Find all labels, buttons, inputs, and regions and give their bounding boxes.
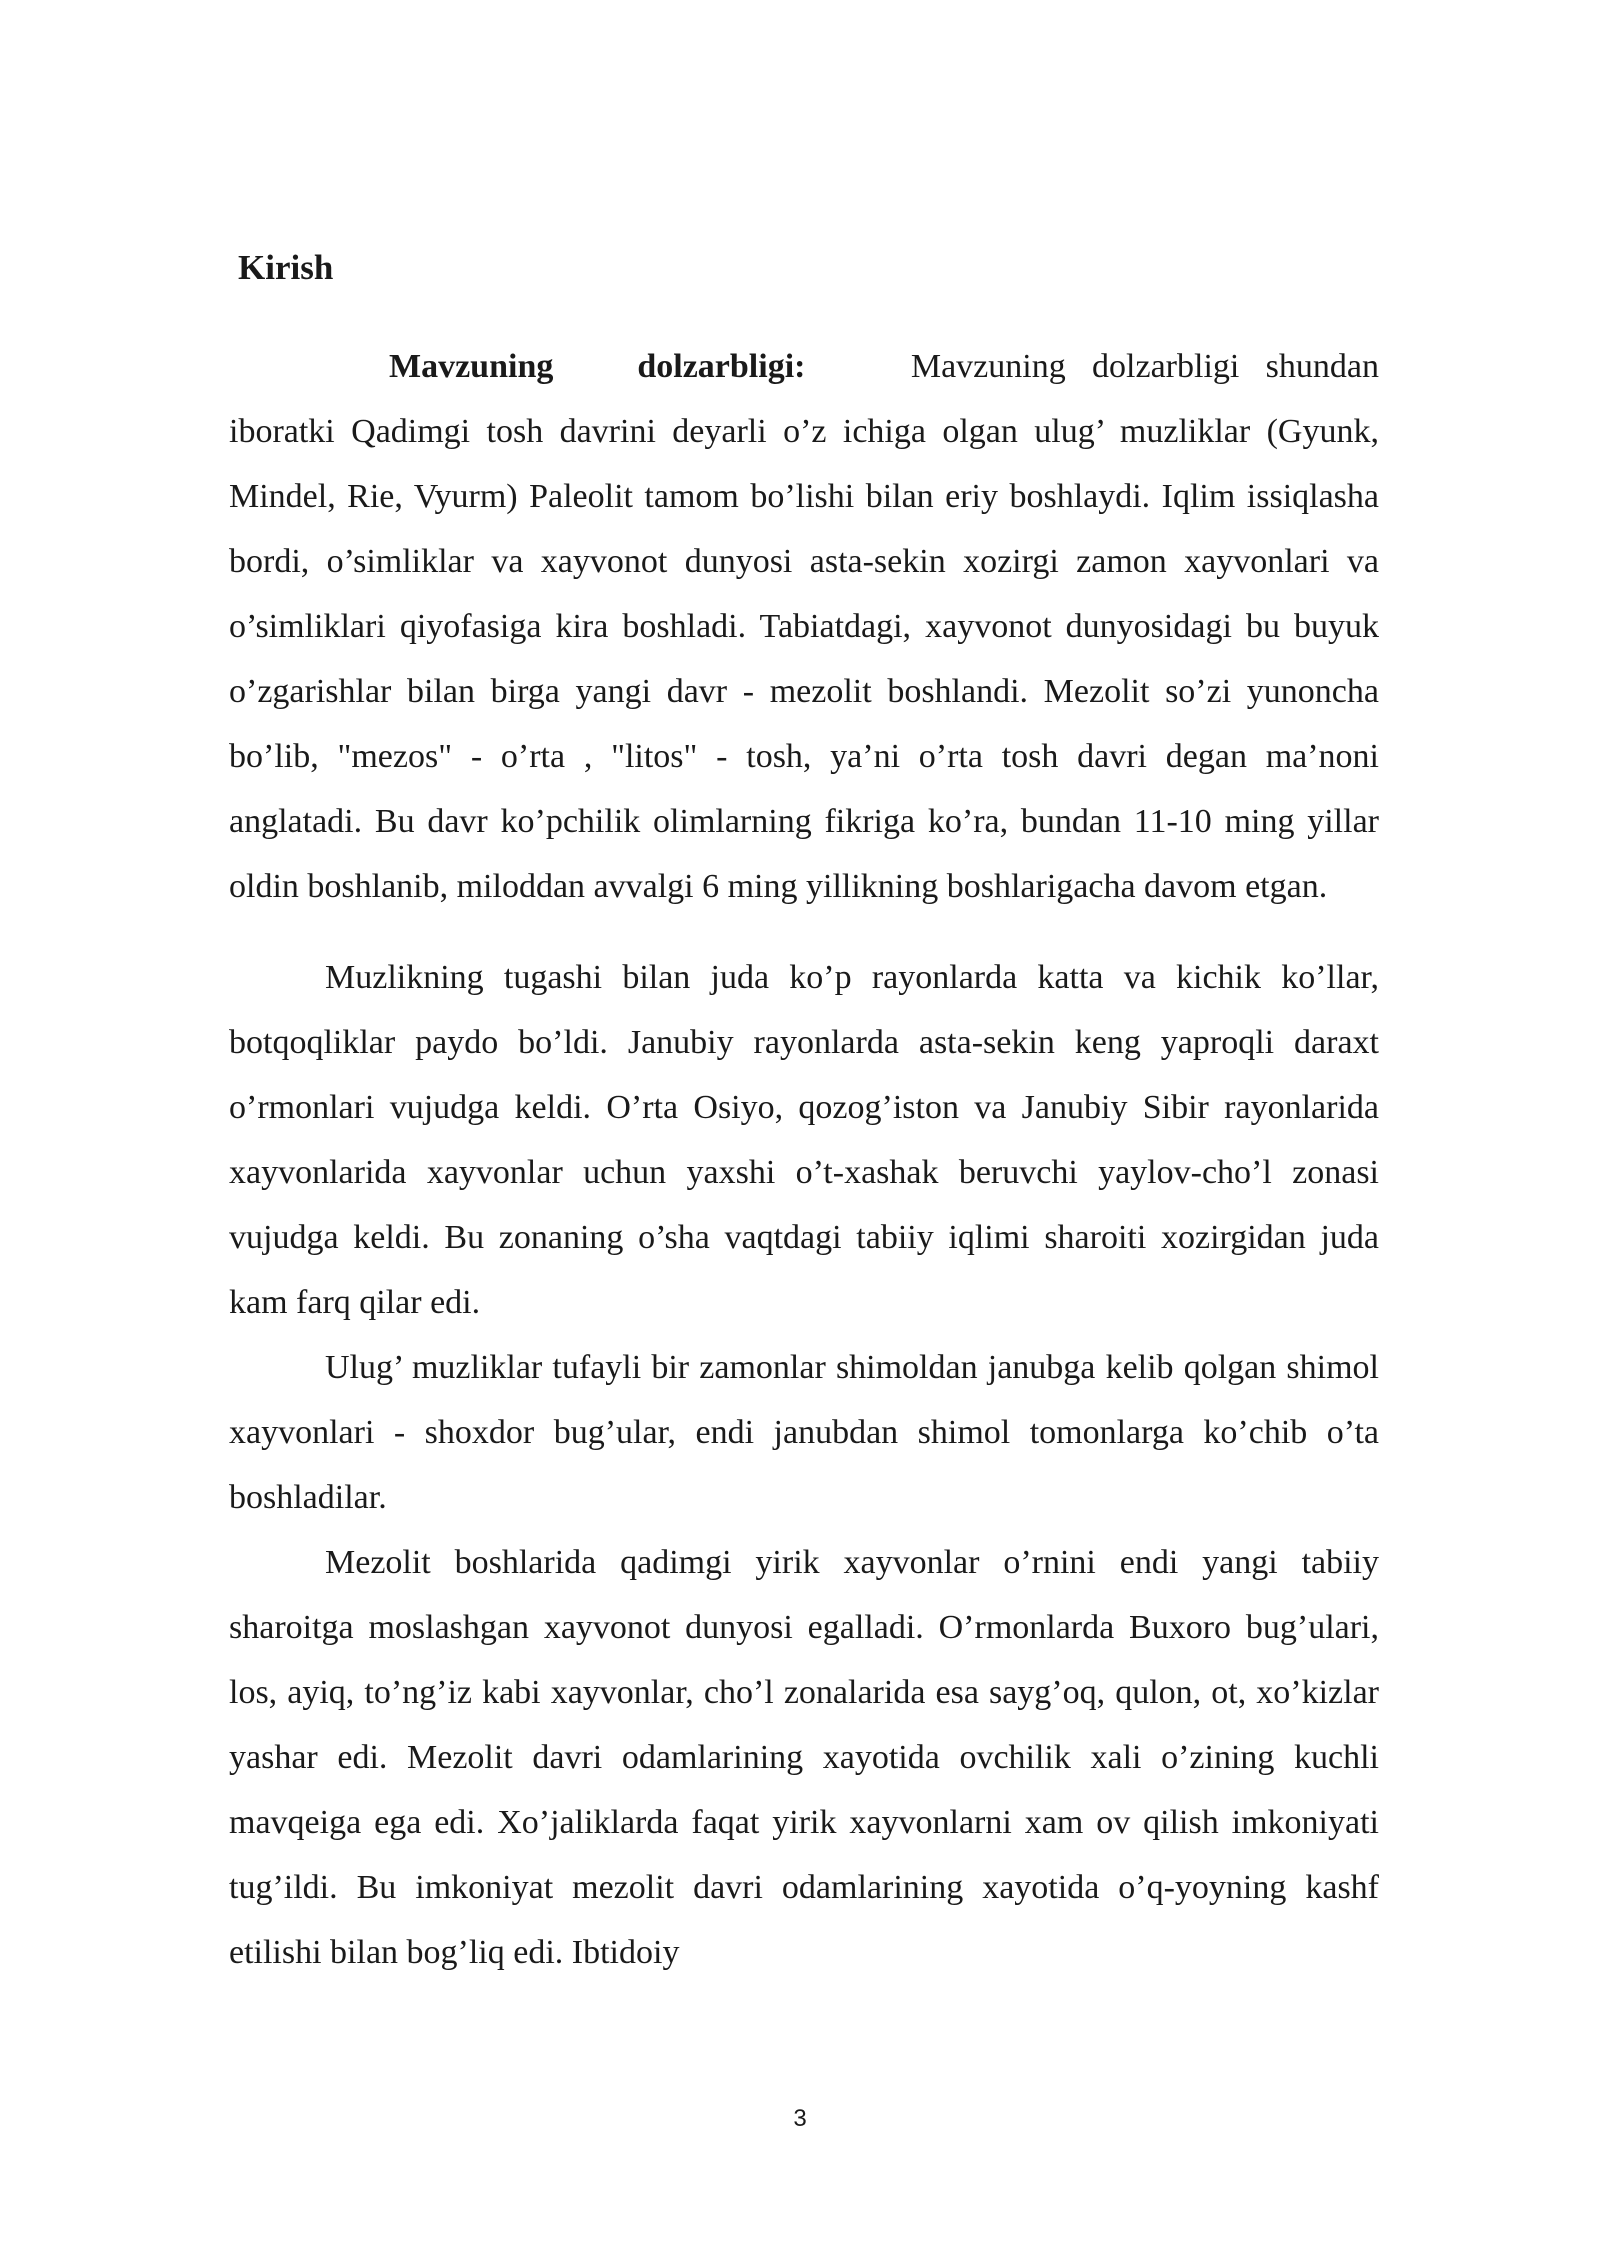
page-number: 3 — [793, 2105, 807, 2132]
paragraph-text: Mavzuning dolzarbligi shundan iboratki Qadimgi tosh davrini deyarli o’z ichiga olgan ulug’ muzliklar (Gyunk, Mindel, Rie, Vyurm) Paleolit tamom bo’lishi bilan eriy boshlaydi. Iqlim issiqlasha bordi, o’simliklar va xayvonot dunyosi asta-sekin xozirgi zamon xayvonlari va o’simliklari qiyofasiga kira boshladi. Tabiatdagi, xayvonot dunyosidagi bu buyuk o’zgarishlar bilan birga yangi davr - mezolit boshlandi. Mezolit so’zi yunoncha bo’lib, "mezos" - o’rta , "litos" - tosh, ya’ni o’rta tosh davri degan ma’noni anglatadi. Bu davr ko’pchilik olimlarning fikriga ko’ra, bundan 11-10 ming yillar oldin boshlanib, miloddan avvalgi 6 ming yillikning boshlarigacha davom etgan. — [229, 348, 1379, 905]
paragraph-relevance — [229, 334, 1379, 919]
paragraph-mesolithic-fauna: Mezolit boshlarida qadimgi yirik xayvonlar o’rnini endi yangi tabiiy sharoitga moslashgan xayvonot dunyosi egalladi. O’rmonlarda Buxoro bug’ulari, los, ayiq, to’ng’iz kabi xayvonlar, cho’l zonalarida esa sayg’oq, qulon, ot, xo’kizlar yashar edi. Mezolit davri odamlarining xayotida ovchilik xali o’zining kuchli mavqeiga ega edi. Xo’jaliklarda faqat yirik xayvonlarni xam ov qilish imkoniyati tug’ildi. Bu imkoniyat mezolit davri odamlarining xayotida o’q-yoyning kashf etilishi bilan bog’liq edi. Ibtidoiy — [229, 1544, 1379, 1971]
paragraph-glaciers-end: Muzlikning tugashi bilan juda ko’p rayonlarda katta va kichik ko’llar, botqoqliklar paydo bo’ldi. Janubiy rayonlarda asta-sekin keng yaproqli daraxt o’rmonlari vujudga keldi. O’rta Osiyo, qozog’iston va Janubiy Sibir rayonlarida xayvonlarida xayvonlar uchun yaxshi o’t-xashak beruvchi yaylov-cho’l zonasi vujudga keldi. Bu zonaning o’sha vaqtdagi tabiiy iqlimi sharoiti xozirgidan juda kam farq qilar edi. — [229, 959, 1379, 1321]
body-text — [229, 334, 1379, 1985]
lead-word-2: dolzarbligi: — [637, 348, 806, 385]
section-heading: Kirish — [238, 248, 334, 287]
paragraph-northern-animals: Ulug’ muzliklar tufayli bir zamonlar shimoldan janubga kelib qolgan shimol xayvonlari - shoxdor bug’ular, endi janubdan shimol tomonlarga ko’chib o’ta boshladilar. — [229, 1349, 1379, 1516]
lead-word-1: Mavzuning — [389, 348, 554, 385]
